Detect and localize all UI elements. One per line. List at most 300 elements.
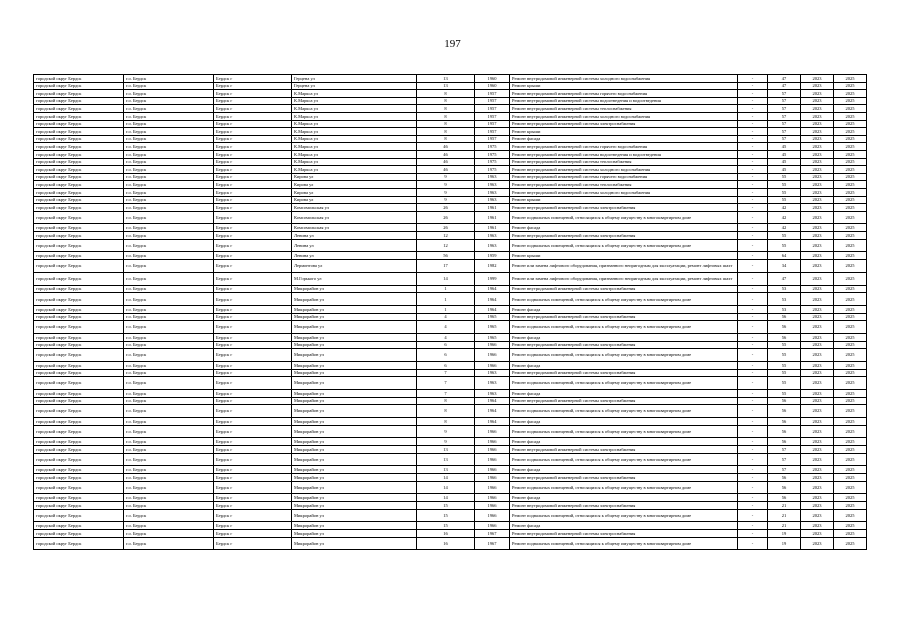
work-type-cell: Ремонт подвальных помещений, относящихся к общему имуществу в многоквартирном доме bbox=[510, 349, 738, 362]
plan-start-cell: 2023 bbox=[801, 128, 834, 136]
table-row bbox=[34, 405, 867, 418]
municipality-cell: городской округ Бердск bbox=[34, 272, 124, 285]
city-cell: Бердск г bbox=[214, 75, 292, 83]
plan-end-cell: 2025 bbox=[834, 143, 867, 151]
wear-percent-cell: 45 bbox=[768, 158, 801, 166]
work-type-cell: Ремонт подвальных помещений, относящихся к общему имуществу в многоквартирном доме bbox=[510, 425, 738, 438]
work-type-cell: Ремонт крыши bbox=[510, 196, 738, 204]
house-number-cell: 8 bbox=[417, 90, 475, 98]
municipality-cell: городской округ Бердск bbox=[34, 112, 124, 120]
table-row bbox=[34, 522, 867, 530]
plan-end-cell: 2025 bbox=[834, 224, 867, 232]
municipality-cell: городской округ Бердск bbox=[34, 293, 124, 306]
street-cell: Микрорайон ул bbox=[292, 438, 417, 446]
house-number-cell: 8 bbox=[417, 112, 475, 120]
city-cell: Бердск г bbox=[214, 135, 292, 143]
plan-end-cell: 2025 bbox=[834, 438, 867, 446]
wear-percent-cell: 57 bbox=[768, 445, 801, 453]
municipality-cell: городской округ Бердск bbox=[34, 522, 124, 530]
work-type-cell: Ремонт крыши bbox=[510, 82, 738, 90]
city-cell: Бердск г bbox=[214, 362, 292, 370]
year-built-cell: 1975 bbox=[475, 143, 510, 151]
city-cell: Бердск г bbox=[214, 239, 292, 252]
separator-cell: - bbox=[738, 334, 768, 342]
year-built-cell: 1967 bbox=[475, 529, 510, 537]
house-number-cell: 6 bbox=[417, 362, 475, 370]
table-row bbox=[34, 75, 867, 83]
plan-start-cell: 2023 bbox=[801, 224, 834, 232]
plan-end-cell: 2025 bbox=[834, 293, 867, 306]
table-row bbox=[34, 417, 867, 425]
house-number-cell: 14 bbox=[417, 494, 475, 502]
city-cell: Бердск г bbox=[214, 473, 292, 481]
plan-end-cell: 2025 bbox=[834, 445, 867, 453]
table-row bbox=[34, 204, 867, 212]
work-type-cell: Ремонт фасада bbox=[510, 494, 738, 502]
house-number-cell: 7 bbox=[417, 377, 475, 390]
work-type-cell: Ремонт фасада bbox=[510, 522, 738, 530]
house-number-cell: 13 bbox=[417, 82, 475, 90]
separator-cell: - bbox=[738, 239, 768, 252]
street-cell: К.Маркса ул bbox=[292, 112, 417, 120]
house-number-cell: 14 bbox=[417, 473, 475, 481]
work-type-cell: Ремонт крыши bbox=[510, 252, 738, 260]
plan-end-cell: 2025 bbox=[834, 522, 867, 530]
wear-percent-cell: 21 bbox=[768, 509, 801, 522]
plan-end-cell: 2025 bbox=[834, 405, 867, 418]
work-type-cell: Ремонт внутридомовой инженерной системы электроснабжения bbox=[510, 120, 738, 128]
district-cell: г.о. Бердск bbox=[124, 453, 214, 466]
municipality-cell: городской округ Бердск bbox=[34, 232, 124, 240]
wear-percent-cell: 55 bbox=[768, 341, 801, 349]
year-built-cell: 1965 bbox=[475, 313, 510, 321]
district-cell: г.о. Бердск bbox=[124, 173, 214, 181]
house-number-cell: 8 bbox=[417, 128, 475, 136]
year-built-cell: 1966 bbox=[475, 362, 510, 370]
district-cell: г.о. Бердск bbox=[124, 196, 214, 204]
separator-cell: - bbox=[738, 188, 768, 196]
house-number-cell: 4 bbox=[417, 334, 475, 342]
separator-cell: - bbox=[738, 135, 768, 143]
district-cell: г.о. Бердск bbox=[124, 529, 214, 537]
separator-cell: - bbox=[738, 272, 768, 285]
municipality-cell: городской округ Бердск bbox=[34, 473, 124, 481]
work-type-cell: Ремонт внутридомовой инженерной системы водоотведения и водоотведения bbox=[510, 97, 738, 105]
plan-end-cell: 2025 bbox=[834, 529, 867, 537]
municipality-cell: городской округ Бердск bbox=[34, 285, 124, 293]
wear-percent-cell: 57 bbox=[768, 453, 801, 466]
plan-end-cell: 2025 bbox=[834, 196, 867, 204]
separator-cell: - bbox=[738, 481, 768, 494]
street-cell: К.Маркса ул bbox=[292, 128, 417, 136]
year-built-cell: 1957 bbox=[475, 90, 510, 98]
work-type-cell: Ремонт подвальных помещений, относящихся к общему имуществу в многоквартирном доме bbox=[510, 509, 738, 522]
street-cell: Микрорайон ул bbox=[292, 466, 417, 474]
municipality-cell: городской округ Бердск bbox=[34, 252, 124, 260]
municipality-cell: городской округ Бердск bbox=[34, 501, 124, 509]
street-cell: К.Маркса ул bbox=[292, 150, 417, 158]
city-cell: Бердск г bbox=[214, 166, 292, 174]
house-number-cell: 13 bbox=[417, 453, 475, 466]
plan-end-cell: 2025 bbox=[834, 425, 867, 438]
city-cell: Бердск г bbox=[214, 349, 292, 362]
year-built-cell: 1957 bbox=[475, 97, 510, 105]
separator-cell: - bbox=[738, 181, 768, 189]
separator-cell: - bbox=[738, 105, 768, 113]
wear-percent-cell: 64 bbox=[768, 252, 801, 260]
wear-percent-cell: 55 bbox=[768, 239, 801, 252]
wear-percent-cell: 55 bbox=[768, 232, 801, 240]
table-row bbox=[34, 377, 867, 390]
district-cell: г.о. Бердск bbox=[124, 466, 214, 474]
wear-percent-cell: 56 bbox=[768, 438, 801, 446]
plan-start-cell: 2023 bbox=[801, 75, 834, 83]
separator-cell: - bbox=[738, 90, 768, 98]
separator-cell: - bbox=[738, 285, 768, 293]
city-cell: Бердск г bbox=[214, 494, 292, 502]
year-built-cell: 1966 bbox=[475, 453, 510, 466]
work-type-cell: Ремонт внутридомовой инженерной системы электроснабжения bbox=[510, 529, 738, 537]
municipality-cell: городской округ Бердск bbox=[34, 97, 124, 105]
table-row bbox=[34, 529, 867, 537]
work-type-cell: Ремонт внутридомовой инженерной системы электроснабжения bbox=[510, 369, 738, 377]
district-cell: г.о. Бердск bbox=[124, 239, 214, 252]
separator-cell: - bbox=[738, 232, 768, 240]
district-cell: г.о. Бердск bbox=[124, 252, 214, 260]
work-type-cell: Ремонт внутридомовой инженерной системы водоотведения и водоотведения bbox=[510, 150, 738, 158]
street-cell: К.Маркса ул bbox=[292, 120, 417, 128]
city-cell: Бердск г bbox=[214, 158, 292, 166]
street-cell: Микрорайон ул bbox=[292, 362, 417, 370]
work-type-cell: Ремонт внутридомовой инженерной системы электроснабжения bbox=[510, 232, 738, 240]
wear-percent-cell: 55 bbox=[768, 196, 801, 204]
plan-start-cell: 2023 bbox=[801, 82, 834, 90]
year-built-cell: 1963 bbox=[475, 188, 510, 196]
city-cell: Бердск г bbox=[214, 334, 292, 342]
wear-percent-cell: 56 bbox=[768, 481, 801, 494]
house-number-cell: 17 bbox=[417, 260, 475, 273]
year-built-cell: 1957 bbox=[475, 112, 510, 120]
city-cell: Бердск г bbox=[214, 405, 292, 418]
municipality-cell: городской округ Бердск bbox=[34, 453, 124, 466]
municipality-cell: городской округ Бердск bbox=[34, 143, 124, 151]
city-cell: Бердск г bbox=[214, 390, 292, 398]
district-cell: г.о. Бердск bbox=[124, 537, 214, 550]
year-built-cell: 1966 bbox=[475, 522, 510, 530]
wear-percent-cell: 53 bbox=[768, 285, 801, 293]
year-built-cell: 1963 bbox=[475, 196, 510, 204]
year-built-cell: 1982 bbox=[475, 260, 510, 273]
city-cell: Бердск г bbox=[214, 82, 292, 90]
separator-cell: - bbox=[738, 306, 768, 314]
year-built-cell: 1966 bbox=[475, 494, 510, 502]
city-cell: Бердск г bbox=[214, 97, 292, 105]
year-built-cell: 1966 bbox=[475, 481, 510, 494]
plan-start-cell: 2023 bbox=[801, 473, 834, 481]
district-cell: г.о. Бердск bbox=[124, 349, 214, 362]
street-cell: Микрорайон ул bbox=[292, 529, 417, 537]
city-cell: Бердск г bbox=[214, 90, 292, 98]
plan-end-cell: 2025 bbox=[834, 537, 867, 550]
municipality-cell: городской округ Бердск bbox=[34, 362, 124, 370]
table-row bbox=[34, 285, 867, 293]
wear-percent-cell: 47 bbox=[768, 272, 801, 285]
year-built-cell: 1964 bbox=[475, 285, 510, 293]
year-built-cell: 1963 bbox=[475, 390, 510, 398]
table-row bbox=[34, 112, 867, 120]
district-cell: г.о. Бердск bbox=[124, 522, 214, 530]
municipality-cell: городской округ Бердск bbox=[34, 509, 124, 522]
plan-start-cell: 2023 bbox=[801, 362, 834, 370]
district-cell: г.о. Бердск bbox=[124, 425, 214, 438]
wear-percent-cell: 42 bbox=[768, 224, 801, 232]
municipality-cell: городской округ Бердск bbox=[34, 313, 124, 321]
municipality-cell: городской округ Бердск bbox=[34, 537, 124, 550]
house-number-cell: 15 bbox=[417, 509, 475, 522]
year-built-cell: 1963 bbox=[475, 239, 510, 252]
house-number-cell: 7 bbox=[417, 390, 475, 398]
table-row bbox=[34, 82, 867, 90]
district-cell: г.о. Бердск bbox=[124, 313, 214, 321]
city-cell: Бердск г bbox=[214, 529, 292, 537]
district-cell: г.о. Бердск bbox=[124, 181, 214, 189]
year-built-cell: 1966 bbox=[475, 438, 510, 446]
plan-start-cell: 2023 bbox=[801, 377, 834, 390]
house-number-cell: 8 bbox=[417, 120, 475, 128]
street-cell: Герцена ул bbox=[292, 82, 417, 90]
plan-start-cell: 2023 bbox=[801, 445, 834, 453]
plan-start-cell: 2023 bbox=[801, 260, 834, 273]
year-built-cell: 1964 bbox=[475, 397, 510, 405]
municipality-cell: городской округ Бердск bbox=[34, 150, 124, 158]
house-number-cell: 14 bbox=[417, 272, 475, 285]
separator-cell: - bbox=[738, 158, 768, 166]
district-cell: г.о. Бердск bbox=[124, 390, 214, 398]
house-number-cell: 1 bbox=[417, 285, 475, 293]
table-row bbox=[34, 494, 867, 502]
street-cell: Микрорайон ул bbox=[292, 522, 417, 530]
plan-end-cell: 2025 bbox=[834, 453, 867, 466]
municipality-cell: городской округ Бердск bbox=[34, 158, 124, 166]
municipality-cell: городской округ Бердск bbox=[34, 445, 124, 453]
plan-start-cell: 2023 bbox=[801, 306, 834, 314]
work-type-cell: Ремонт подвальных помещений, относящихся к общему имуществу в многоквартирном доме bbox=[510, 405, 738, 418]
plan-start-cell: 2023 bbox=[801, 390, 834, 398]
plan-start-cell: 2023 bbox=[801, 405, 834, 418]
wear-percent-cell: 57 bbox=[768, 120, 801, 128]
wear-percent-cell: 57 bbox=[768, 135, 801, 143]
city-cell: Бердск г bbox=[214, 252, 292, 260]
plan-start-cell: 2023 bbox=[801, 120, 834, 128]
wear-percent-cell: 42 bbox=[768, 204, 801, 212]
table-row bbox=[34, 445, 867, 453]
work-type-cell: Ремонт или замена лифтового оборудования, признанного непригодным для эксплуатации, ремонт лифтовых шахт bbox=[510, 272, 738, 285]
city-cell: Бердск г bbox=[214, 306, 292, 314]
table-row bbox=[34, 232, 867, 240]
plan-end-cell: 2025 bbox=[834, 75, 867, 83]
city-cell: Бердск г bbox=[214, 369, 292, 377]
year-built-cell: 1975 bbox=[475, 158, 510, 166]
district-cell: г.о. Бердск bbox=[124, 321, 214, 334]
municipality-cell: городской округ Бердск bbox=[34, 341, 124, 349]
work-type-cell: Ремонт подвальных помещений, относящихся к общему имуществу в многоквартирном доме bbox=[510, 537, 738, 550]
plan-end-cell: 2025 bbox=[834, 334, 867, 342]
house-number-cell: 46 bbox=[417, 150, 475, 158]
municipality-cell: городской округ Бердск bbox=[34, 466, 124, 474]
work-type-cell: Ремонт внутридомовой инженерной системы электроснабжения bbox=[510, 397, 738, 405]
table-row bbox=[34, 349, 867, 362]
plan-end-cell: 2025 bbox=[834, 272, 867, 285]
city-cell: Бердск г bbox=[214, 293, 292, 306]
table-row bbox=[34, 481, 867, 494]
year-built-cell: 1965 bbox=[475, 321, 510, 334]
work-type-cell: Ремонт внутридомовой инженерной системы холодного водоснабжения bbox=[510, 166, 738, 174]
municipality-cell: городской округ Бердск bbox=[34, 204, 124, 212]
house-number-cell: 46 bbox=[417, 158, 475, 166]
work-type-cell: Ремонт внутридомовой инженерной системы теплоснабжения bbox=[510, 105, 738, 113]
table-row bbox=[34, 509, 867, 522]
house-number-cell: 26 bbox=[417, 224, 475, 232]
municipality-cell: городской округ Бердск bbox=[34, 196, 124, 204]
work-type-cell: Ремонт подвальных помещений, относящихся к общему имуществу в многоквартирном доме bbox=[510, 321, 738, 334]
house-number-cell: 13 bbox=[417, 445, 475, 453]
district-cell: г.о. Бердск bbox=[124, 135, 214, 143]
municipality-cell: городской округ Бердск bbox=[34, 105, 124, 113]
separator-cell: - bbox=[738, 166, 768, 174]
house-number-cell: 4 bbox=[417, 313, 475, 321]
city-cell: Бердск г bbox=[214, 285, 292, 293]
district-cell: г.о. Бердск bbox=[124, 128, 214, 136]
plan-start-cell: 2023 bbox=[801, 334, 834, 342]
work-type-cell: Ремонт внутридомовой инженерной системы холодного водоснабжения bbox=[510, 112, 738, 120]
wear-percent-cell: 57 bbox=[768, 112, 801, 120]
municipality-cell: городской округ Бердск bbox=[34, 349, 124, 362]
municipality-cell: городской округ Бердск bbox=[34, 438, 124, 446]
table-row bbox=[34, 313, 867, 321]
street-cell: Микрорайон ул bbox=[292, 313, 417, 321]
work-type-cell: Ремонт внутридомовой инженерной системы теплоснабжения bbox=[510, 181, 738, 189]
work-type-cell: Ремонт внутридомовой инженерной системы теплоснабжения bbox=[510, 158, 738, 166]
house-number-cell: 8 bbox=[417, 417, 475, 425]
district-cell: г.о. Бердск bbox=[124, 260, 214, 273]
separator-cell: - bbox=[738, 260, 768, 273]
year-built-cell: 1965 bbox=[475, 334, 510, 342]
street-cell: Микрорайон ул bbox=[292, 445, 417, 453]
district-cell: г.о. Бердск bbox=[124, 224, 214, 232]
plan-end-cell: 2025 bbox=[834, 232, 867, 240]
wear-percent-cell: 47 bbox=[768, 75, 801, 83]
year-built-cell: 1966 bbox=[475, 341, 510, 349]
work-type-cell: Ремонт фасада bbox=[510, 390, 738, 398]
street-cell: Микрорайон ул bbox=[292, 390, 417, 398]
work-type-cell: Ремонт фасада bbox=[510, 306, 738, 314]
plan-end-cell: 2025 bbox=[834, 473, 867, 481]
work-type-cell: Ремонт внутридомовой инженерной системы горячего водоснабжения bbox=[510, 173, 738, 181]
street-cell: К.Маркса ул bbox=[292, 97, 417, 105]
district-cell: г.о. Бердск bbox=[124, 75, 214, 83]
year-built-cell: 1966 bbox=[475, 466, 510, 474]
city-cell: Бердск г bbox=[214, 211, 292, 224]
table-row bbox=[34, 211, 867, 224]
plan-end-cell: 2025 bbox=[834, 313, 867, 321]
table-row bbox=[34, 438, 867, 446]
capital-repair-table bbox=[33, 74, 867, 550]
street-cell: Микрорайон ул bbox=[292, 306, 417, 314]
work-type-cell: Ремонт внутридомовой инженерной системы электроснабжения bbox=[510, 501, 738, 509]
plan-end-cell: 2025 bbox=[834, 82, 867, 90]
wear-percent-cell: 19 bbox=[768, 529, 801, 537]
table-row bbox=[34, 260, 867, 273]
wear-percent-cell: 19 bbox=[768, 537, 801, 550]
plan-start-cell: 2023 bbox=[801, 537, 834, 550]
city-cell: Бердск г bbox=[214, 181, 292, 189]
wear-percent-cell: 55 bbox=[768, 173, 801, 181]
year-built-cell: 1959 bbox=[475, 252, 510, 260]
wear-percent-cell: 57 bbox=[768, 97, 801, 105]
separator-cell: - bbox=[738, 509, 768, 522]
municipality-cell: городской округ Бердск bbox=[34, 417, 124, 425]
year-built-cell: 1960 bbox=[475, 82, 510, 90]
work-type-cell: Ремонт внутридомовой инженерной системы электроснабжения bbox=[510, 313, 738, 321]
plan-start-cell: 2023 bbox=[801, 135, 834, 143]
street-cell: Кирова ул bbox=[292, 196, 417, 204]
table-row bbox=[34, 321, 867, 334]
district-cell: г.о. Бердск bbox=[124, 306, 214, 314]
plan-end-cell: 2025 bbox=[834, 97, 867, 105]
municipality-cell: городской округ Бердск bbox=[34, 405, 124, 418]
municipality-cell: городской округ Бердск bbox=[34, 390, 124, 398]
city-cell: Бердск г bbox=[214, 509, 292, 522]
house-number-cell: 9 bbox=[417, 181, 475, 189]
work-type-cell: Ремонт внутридомовой инженерной системы холодного водоснабжения bbox=[510, 75, 738, 83]
street-cell: К.Маркса ул bbox=[292, 90, 417, 98]
street-cell: К.Маркса ул bbox=[292, 105, 417, 113]
separator-cell: - bbox=[738, 293, 768, 306]
house-number-cell: 8 bbox=[417, 105, 475, 113]
work-type-cell: Ремонт внутридомовой инженерной системы горячего водоснабжения bbox=[510, 90, 738, 98]
table-row bbox=[34, 143, 867, 151]
city-cell: Бердск г bbox=[214, 397, 292, 405]
table-row bbox=[34, 196, 867, 204]
year-built-cell: 1966 bbox=[475, 473, 510, 481]
street-cell: Микрорайон ул bbox=[292, 494, 417, 502]
municipality-cell: городской округ Бердск bbox=[34, 211, 124, 224]
house-number-cell: 16 bbox=[417, 529, 475, 537]
plan-end-cell: 2025 bbox=[834, 417, 867, 425]
city-cell: Бердск г bbox=[214, 341, 292, 349]
year-built-cell: 1963 bbox=[475, 369, 510, 377]
district-cell: г.о. Бердск bbox=[124, 82, 214, 90]
house-number-cell: 9 bbox=[417, 425, 475, 438]
street-cell: Герцена ул bbox=[292, 75, 417, 83]
work-type-cell: Ремонт подвальных помещений, относящихся к общему имуществу в многоквартирном доме bbox=[510, 377, 738, 390]
district-cell: г.о. Бердск bbox=[124, 494, 214, 502]
plan-start-cell: 2023 bbox=[801, 143, 834, 151]
table-row bbox=[34, 293, 867, 306]
page-number: 197 bbox=[444, 38, 461, 50]
plan-start-cell: 2023 bbox=[801, 417, 834, 425]
house-number-cell: 26 bbox=[417, 211, 475, 224]
house-number-cell: 6 bbox=[417, 341, 475, 349]
house-number-cell: 56 bbox=[417, 252, 475, 260]
plan-end-cell: 2025 bbox=[834, 211, 867, 224]
plan-end-cell: 2025 bbox=[834, 501, 867, 509]
year-built-cell: 1966 bbox=[475, 425, 510, 438]
plan-end-cell: 2025 bbox=[834, 239, 867, 252]
work-type-cell: Ремонт подвальных помещений, относящихся к общему имуществу в многоквартирном доме bbox=[510, 453, 738, 466]
separator-cell: - bbox=[738, 362, 768, 370]
work-type-cell: Ремонт внутридомовой инженерной системы электроснабжения bbox=[510, 204, 738, 212]
